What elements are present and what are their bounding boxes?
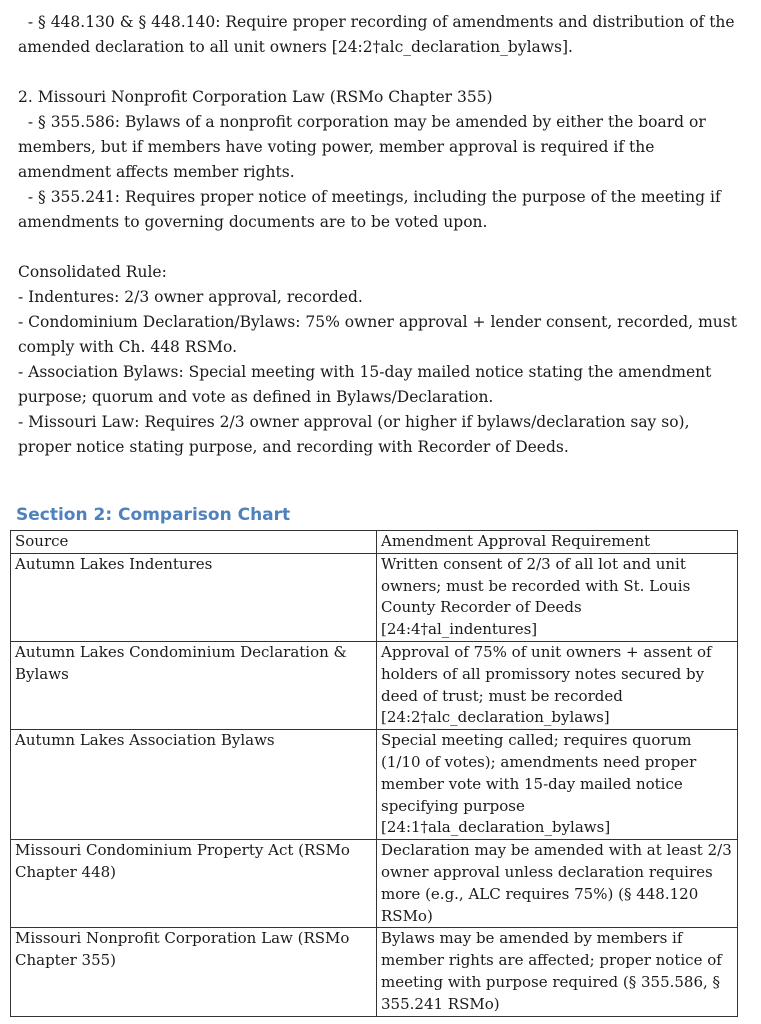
cell-requirement: Special meeting called; requires quorum (1/10 of votes); amendments need proper member vote with 15-day mailed notice specifying purpose [24:1†ala_declaration_bylaws] [377, 730, 738, 840]
header-source: Source [11, 531, 377, 554]
nonprofit-heading: 2. Missouri Nonprofit Corporation Law (RSMo Chapter 355) [18, 88, 493, 106]
cell-source: Autumn Lakes Indentures [11, 553, 377, 641]
nonprofit-line: - § 355.586: Bylaws of a nonprofit corporation may be amended by either the board or [18, 113, 706, 131]
cell-source: Autumn Lakes Association Bylaws [11, 730, 377, 840]
consolidated-heading: Consolidated Rule: [18, 263, 167, 281]
consolidated-line: - Association Bylaws: Special meeting with 15-day mailed notice stating the amendment [18, 363, 712, 381]
intro-line: - § 448.130 & § 448.140: Require proper recording of amendments and distribution of the [18, 13, 735, 31]
document-page [15, 10, 746, 1017]
table-row [11, 840, 738, 928]
cell-source: Missouri Nonprofit Corporation Law (RSMo Chapter 355) [11, 928, 377, 1016]
consolidated-line: proper notice stating purpose, and recording with Recorder of Deeds. [18, 438, 569, 456]
table-header-row [11, 531, 738, 554]
table-row [11, 553, 738, 641]
intro-line: amended declaration to all unit owners [24:2†alc_declaration_bylaws]. [18, 38, 573, 56]
consolidated-line: comply with Ch. 448 RSMo. [18, 338, 237, 356]
consolidated-line: - Condominium Declaration/Bylaws: 75% owner approval + lender consent, recorded, must [18, 313, 737, 331]
cell-requirement: Written consent of 2/3 of all lot and unit owners; must be recorded with St. Louis County Recorder of Deeds [24:4†al_indentures] [377, 553, 738, 641]
table-row [11, 730, 738, 840]
cell-requirement: Bylaws may be amended by members if member rights are affected; proper notice of meeting with purpose required (§ 355.586, § 355.241 RSMo) [377, 928, 738, 1016]
table-row [11, 641, 738, 729]
consolidated-line: - Missouri Law: Requires 2/3 owner approval (or higher if bylaws/declaration say so), [18, 413, 690, 431]
consolidated-line: purpose; quorum and vote as defined in Bylaws/Declaration. [18, 388, 494, 406]
consolidated-line: - Indentures: 2/3 owner approval, recorded. [18, 288, 363, 306]
nonprofit-line: - § 355.241: Requires proper notice of meetings, including the purpose of the meeting if [18, 188, 721, 206]
section-2-title: Section 2: Comparison Chart [16, 505, 291, 525]
nonprofit-line: amendment affects member rights. [18, 163, 295, 181]
nonprofit-line: members, but if members have voting power, member approval is required if the [18, 138, 655, 156]
table-row [11, 928, 738, 1016]
nonprofit-line: amendments to governing documents are to be voted upon. [18, 213, 488, 231]
cell-source: Missouri Condominium Property Act (RSMo Chapter 448) [11, 840, 377, 928]
header-requirement: Amendment Approval Requirement [377, 531, 738, 554]
cell-requirement: Approval of 75% of unit owners + assent of holders of all promissory notes secured by deed of trust; must be recorded [24:2†alc_declaration_bylaws] [377, 641, 738, 729]
cell-source: Autumn Lakes Condominium Declaration & Bylaws [11, 641, 377, 729]
comparison-table [10, 530, 738, 1017]
cell-requirement: Declaration may be amended with at least 2/3 owner approval unless declaration requires more (e.g., ALC requires 75%) (§ 448.120 RSMo) [377, 840, 738, 928]
